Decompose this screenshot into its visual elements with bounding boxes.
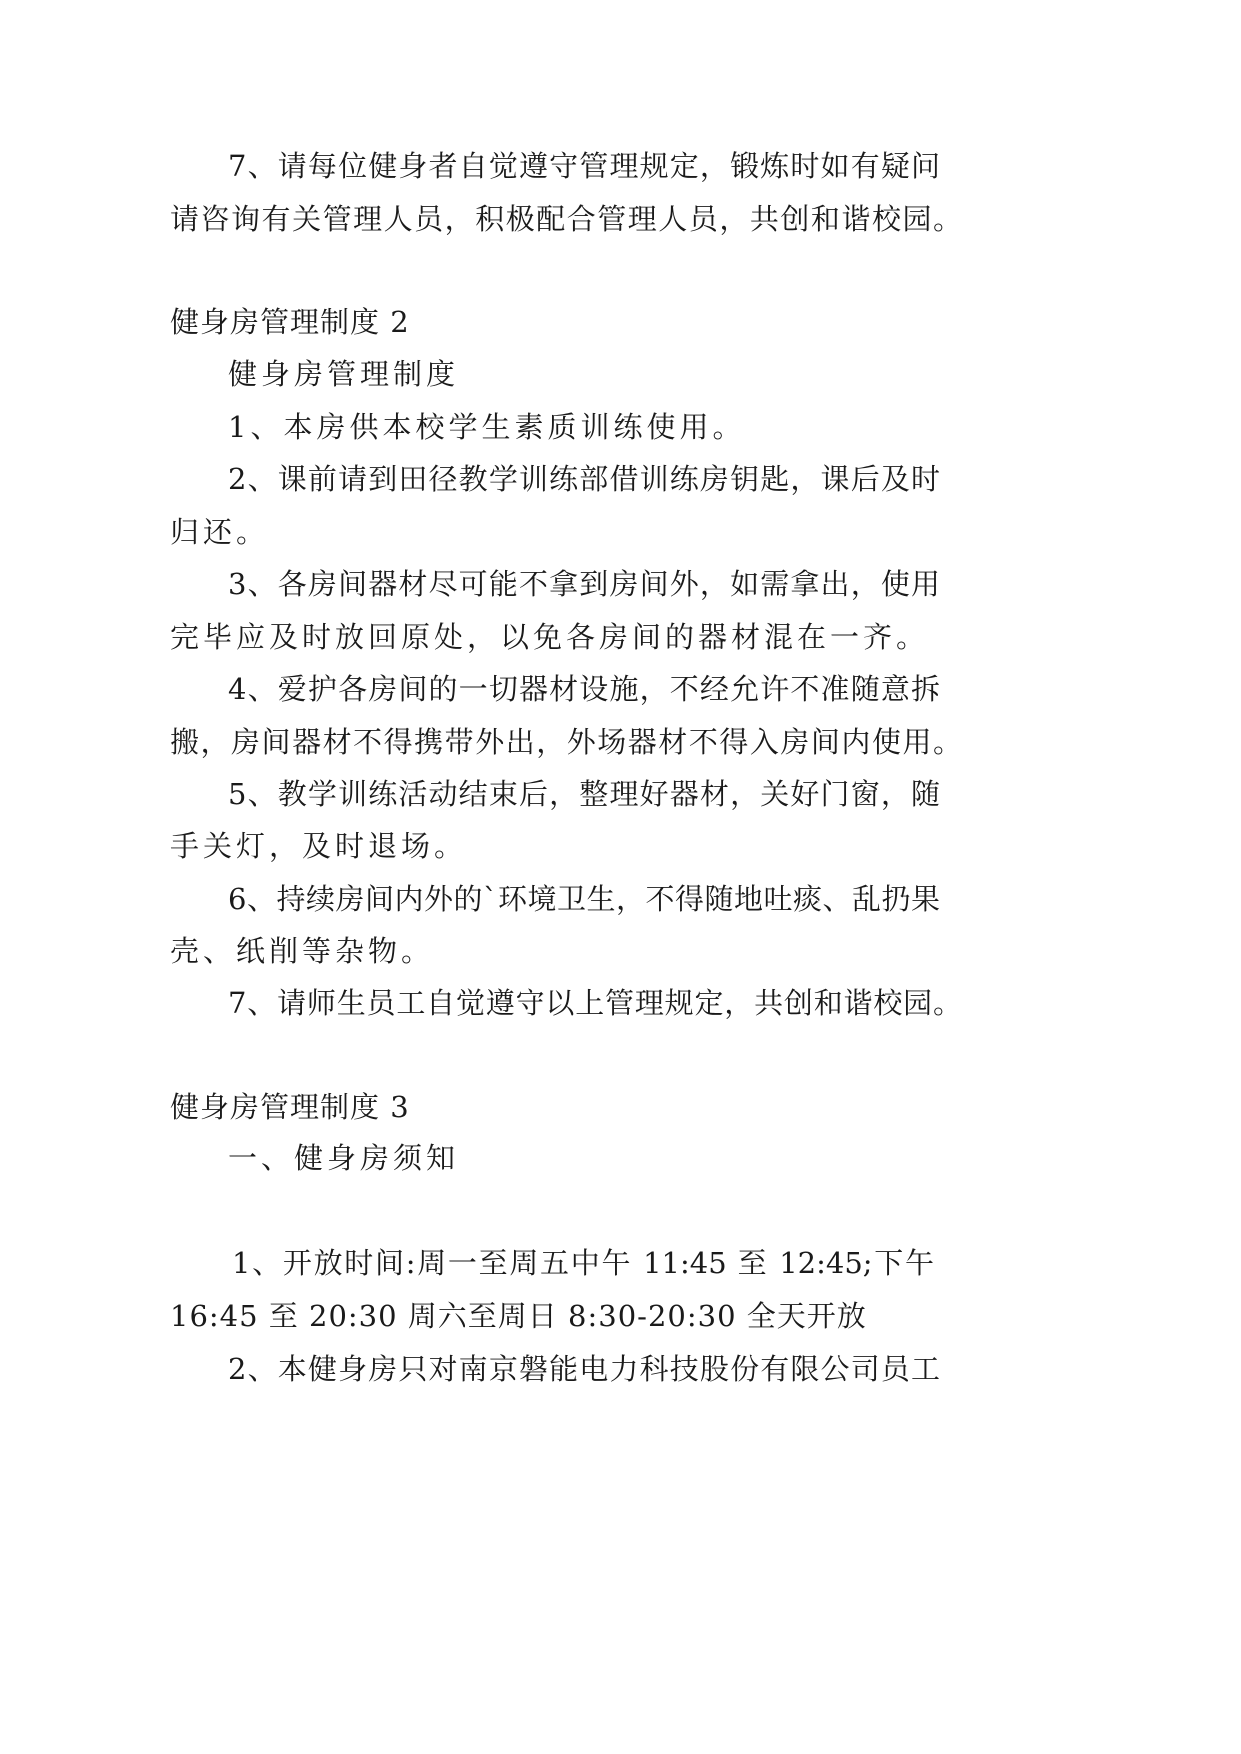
s2-item6-line1: 6、持续房间内外的`环境卫生，不得随地吐痰、乱扔果 bbox=[228, 882, 940, 916]
section-subtitle-2: 健身房管理制度 bbox=[228, 357, 460, 391]
s3-item1-line1: 1、开放时间:周一至周五中午 11:45 至 12:45;下午 bbox=[232, 1246, 934, 1280]
s2-item2-line1: 2、课前请到田径教学训练部借训练房钥匙，课后及时 bbox=[228, 462, 940, 496]
s3-item1-line2: 16:45 至 20:30 周六至周日 8:30-20:30 全天开放 bbox=[170, 1299, 867, 1333]
section-heading-3: 健身房管理制度 3 bbox=[170, 1090, 410, 1124]
s2-item5-line2: 手关灯，及时退场。 bbox=[170, 829, 468, 863]
s2-item7: 7、请师生员工自觉遵守以上管理规定，共创和谐校园。 bbox=[228, 986, 962, 1020]
s2-item6-line2: 壳、纸削等杂物。 bbox=[170, 934, 435, 968]
section-subtitle-3: 一、健身房须知 bbox=[228, 1141, 460, 1175]
s2-item4-line2: 搬，房间器材不得携带外出，外场器材不得入房间内使用。 bbox=[170, 725, 962, 759]
s2-item3-line1: 3、各房间器材尽可能不拿到房间外，如需拿出，使用 bbox=[228, 567, 940, 601]
s1-item7-line1: 7、请每位健身者自觉遵守管理规定，锻炼时如有疑问 bbox=[228, 149, 940, 183]
s3-item2-line1: 2、本健身房只对南京磐能电力科技股份有限公司员工 bbox=[228, 1352, 940, 1386]
s2-item2-line2: 归还。 bbox=[170, 515, 270, 549]
s1-item7-line2: 请咨询有关管理人员，积极配合管理人员，共创和谐校园。 bbox=[170, 202, 962, 236]
s2-item4-line1: 4、爱护各房间的一切器材设施，不经允许不准随意拆 bbox=[228, 672, 940, 706]
s2-item3-line2: 完毕应及时放回原处，以免各房间的器材混在一齐。 bbox=[170, 620, 930, 654]
s2-item1: 1、本房供本校学生素质训练使用。 bbox=[228, 410, 746, 444]
s2-item5-line1: 5、教学训练活动结束后，整理好器材，关好门窗，随 bbox=[228, 777, 940, 811]
section-heading-2: 健身房管理制度 2 bbox=[170, 305, 410, 339]
